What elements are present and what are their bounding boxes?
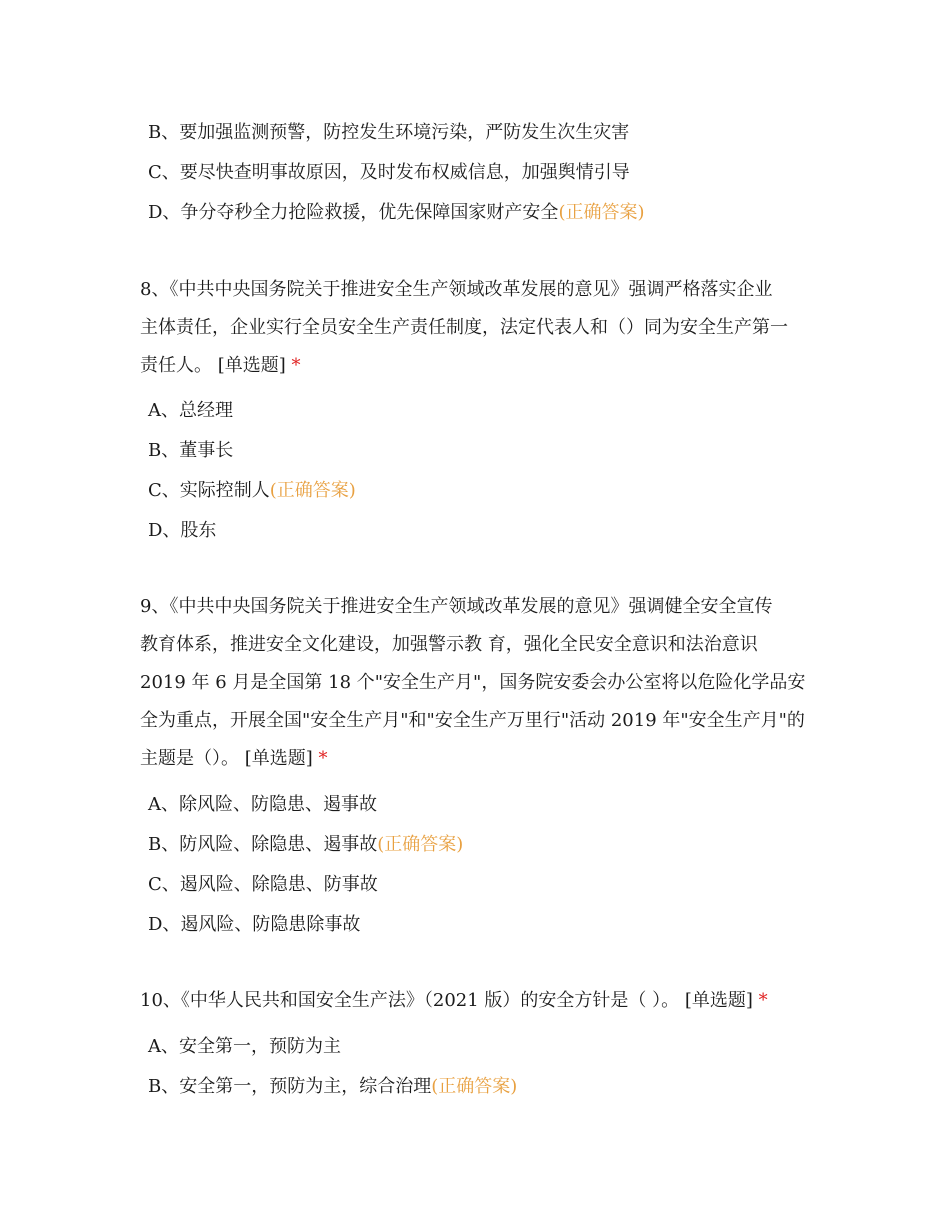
required-mark: * bbox=[318, 748, 328, 769]
option-label: B、安全第一，预防为主，综合治理 bbox=[148, 1076, 432, 1097]
q7-option-d bbox=[148, 201, 644, 225]
stem-line-last bbox=[140, 982, 820, 1020]
question-type-label: [单选题] bbox=[244, 748, 313, 769]
stem-text: 责任人。 bbox=[140, 355, 212, 376]
q7-option-b bbox=[148, 121, 629, 145]
q8-option-d bbox=[148, 519, 216, 543]
stem-line: 主体责任，企业实行全员安全生产责任制度，法定代表人和（）同为安全生产第一 bbox=[140, 317, 788, 338]
stem-line-last bbox=[140, 347, 820, 385]
stem-line: 2019 年 6 月是全国第 18 个"安全生产月"，国务院安委会办公室将以危险化学品安 bbox=[140, 672, 806, 693]
correct-answer-tag: (正确答案) bbox=[269, 480, 356, 501]
option-label: D、股东 bbox=[148, 520, 217, 541]
stem-line-last bbox=[140, 740, 820, 778]
q8-option-b bbox=[148, 439, 233, 463]
q9-stem bbox=[140, 588, 820, 778]
q7-option-c bbox=[148, 161, 630, 185]
question-type-label: [单选题] bbox=[684, 990, 753, 1011]
option-label: B、防风险、除隐患、遏事故 bbox=[148, 834, 378, 855]
required-mark: * bbox=[758, 990, 768, 1011]
stem-text: 10、《中华人民共和国安全生产法》（2021 版）的安全方针是（ ）。 bbox=[140, 990, 680, 1011]
option-label: C、要尽快查明事故原因，及时发布权威信息，加强舆情引导 bbox=[148, 162, 630, 183]
stem-text: 主题是（）。 bbox=[140, 748, 239, 769]
q9-option-b bbox=[148, 833, 463, 857]
option-label: A、除风险、防隐患、遏事故 bbox=[148, 794, 377, 815]
q8-stem bbox=[140, 271, 820, 385]
option-label: D、遏风险、防隐患除事故 bbox=[148, 914, 361, 935]
option-label: C、实际控制人 bbox=[148, 480, 270, 501]
option-label: C、遏风险、除隐患、防事故 bbox=[148, 874, 378, 895]
stem-line: 教育体系，推进安全文化建设，加强警示教 育，强化全民安全意识和法治意识 bbox=[140, 634, 758, 655]
option-label: D、争分夺秒全力抢险救援，优先保障国家财产安全 bbox=[148, 202, 559, 223]
q8-option-c bbox=[148, 479, 356, 503]
correct-answer-tag: (正确答案) bbox=[558, 202, 645, 223]
option-label: A、总经理 bbox=[148, 400, 233, 421]
stem-line: 9、《中共中央国务院关于推进安全生产领域改革发展的意见》强调健全安全宣传 bbox=[140, 596, 773, 617]
q9-option-a bbox=[148, 793, 377, 817]
stem-line: 全为重点，开展全国"安全生产月"和"安全生产万里行"活动 2019 年"安全生产月"的 bbox=[140, 710, 805, 731]
stem-line: 8、《中共中央国务院关于推进安全生产领域改革发展的意见》强调严格落实企业 bbox=[140, 279, 773, 300]
q10-option-b bbox=[148, 1075, 517, 1099]
q10-stem bbox=[140, 982, 820, 1020]
required-mark: * bbox=[291, 355, 301, 376]
option-label: B、要加强监测预警，防控发生环境污染，严防发生次生灾害 bbox=[148, 122, 630, 143]
correct-answer-tag: (正确答案) bbox=[377, 834, 464, 855]
option-label: B、董事长 bbox=[148, 440, 234, 461]
q10-option-a bbox=[148, 1035, 341, 1059]
question-type-label: [单选题] bbox=[217, 355, 286, 376]
option-label: A、安全第一，预防为主 bbox=[148, 1036, 341, 1057]
q8-option-a bbox=[148, 399, 233, 423]
q9-option-d bbox=[148, 913, 360, 937]
q9-option-c bbox=[148, 873, 378, 897]
correct-answer-tag: (正确答案) bbox=[431, 1076, 518, 1097]
